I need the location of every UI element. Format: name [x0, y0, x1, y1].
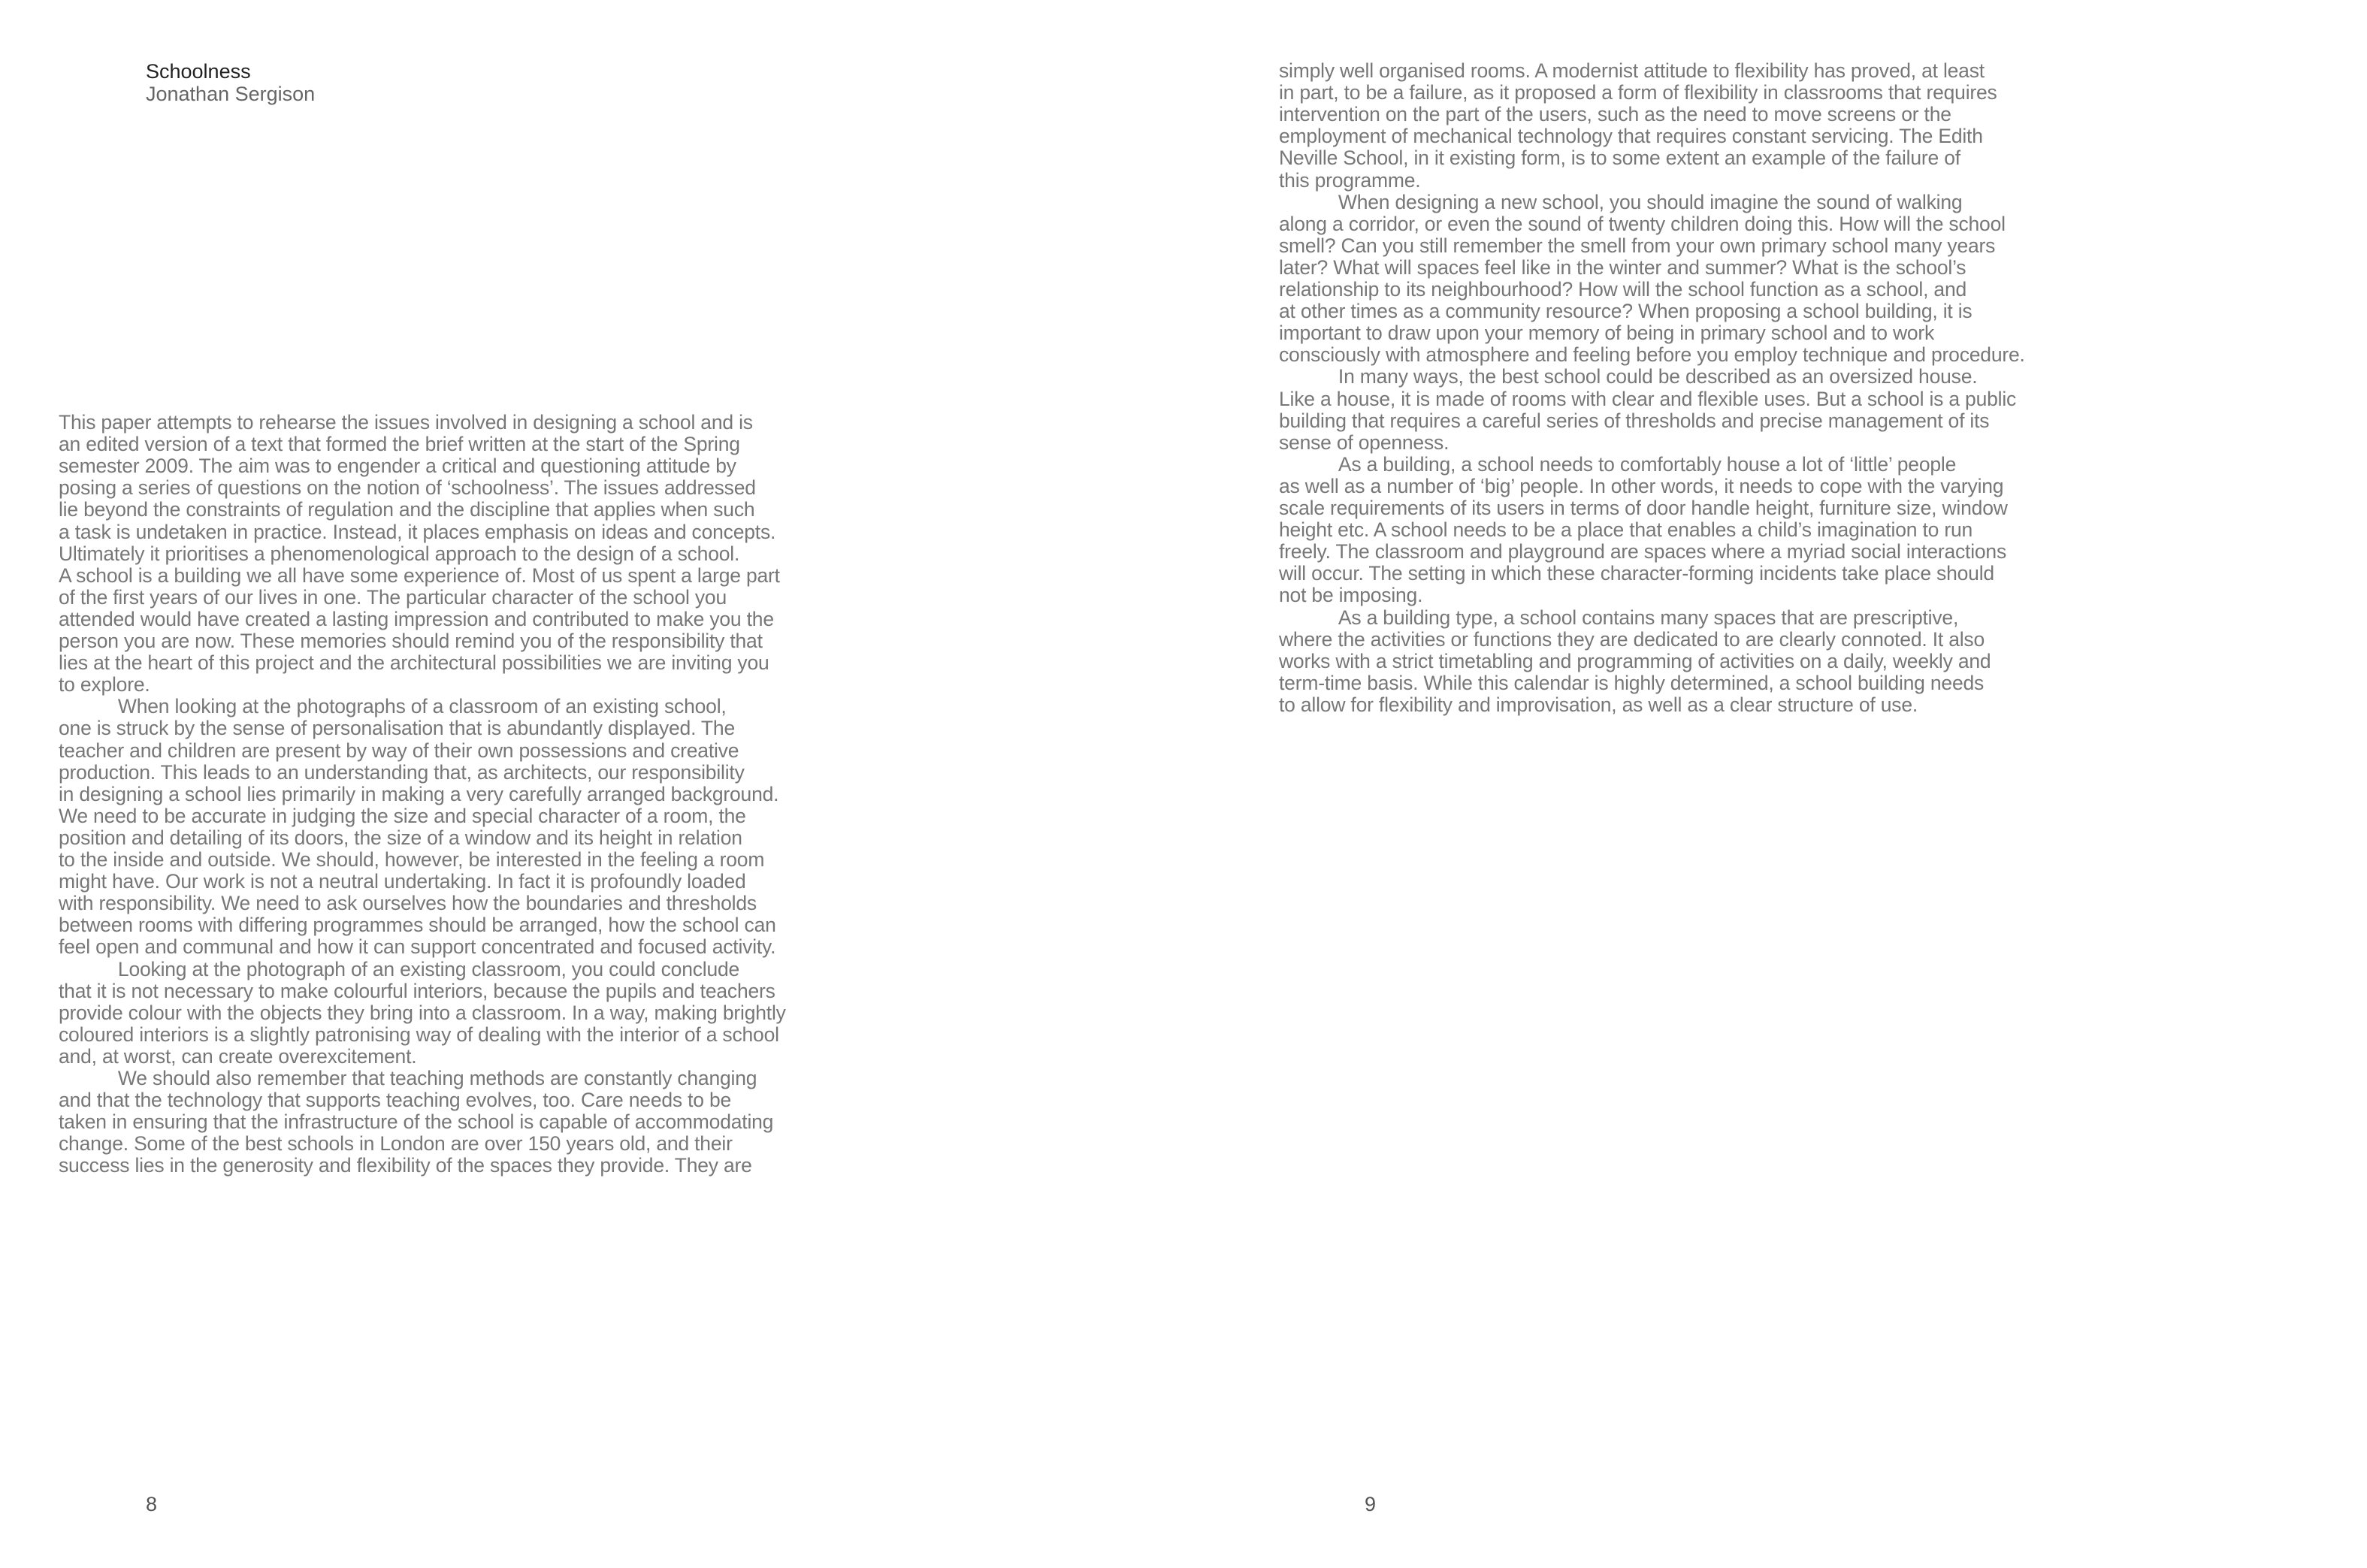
text-line: We should also remember that teaching methods are constantly changing [59, 1067, 757, 1089]
text-line: posing a series of questions on the notion of ‘schoolness’. The issues addressed [59, 476, 756, 500]
text-line: change. Some of the best schools in London are over 150 years old, and their [59, 1132, 733, 1156]
text-line: between rooms with differing programmes should be arranged, how the school can [59, 914, 776, 937]
text-line: Ultimately it prioritises a phenomenological approach to the design of a school. [59, 542, 740, 565]
text-line: feel open and communal and how it can support concentrated and focused activity. [59, 935, 776, 959]
text-line: and, at worst, can create overexcitement. [59, 1044, 417, 1068]
text-line: important to draw upon your memory of being in primary school and to work [1279, 322, 1935, 345]
text-line: sense of openness. [1279, 431, 1450, 454]
text-line: will occur. The setting in which these character-forming incidents take place should [1279, 562, 1994, 585]
text-line: taken in ensuring that the infrastructure of the school is capable of accommodating [59, 1110, 774, 1134]
text-line: where the activities or functions they are dedicated to are clearly connoted. It also [1279, 627, 1985, 651]
text-line: smell? Can you still remember the smell from your own primary school many years [1279, 234, 1996, 257]
text-line: this programme. [1279, 168, 1421, 192]
text-line: that it is not necessary to make colourful interiors, because the pupils and teachers [59, 979, 775, 1002]
text-line: of the first years of our lives in one. The particular character of the school you [59, 585, 727, 609]
text-line: When looking at the photographs of a classroom of an existing school, [59, 695, 727, 718]
article-title: Schoolness [146, 60, 251, 83]
text-line: freely. The classroom and playground are spaces where a myriad social interactions [1279, 540, 2007, 563]
text-line: at other times as a community resource? When proposing a school building, it is [1279, 300, 1972, 323]
text-line: lies at the heart of this project and the architectural possibilities we are inviting you [59, 651, 769, 675]
text-line: building that requires a careful series of thresholds and precise management of its [1279, 409, 1990, 432]
text-line: relationship to its neighbourhood? How will the school function as a school, and [1279, 278, 1967, 301]
text-line: later? What will spaces feel like in the winter and summer? What is the school’s [1279, 255, 1966, 279]
text-line: As a building type, a school contains many spaces that are prescriptive, [1279, 606, 1959, 629]
text-line: As a building, a school needs to comfortably house a lot of ‘little’ people [1279, 452, 1957, 476]
text-line: height etc. A school needs to be a place that enables a child’s imagination to run [1279, 518, 1973, 542]
right-page [1184, 0, 2367, 1568]
text-line: in designing a school lies primarily in making a very carefully arranged background. [59, 782, 779, 805]
text-line: teacher and children are present by way of their own possessions and creative [59, 739, 739, 762]
text-line: consciously with atmosphere and feeling before you employ technique and procedure. [1279, 343, 2025, 367]
text-line: a task is undetaken in practice. Instead, it places emphasis on ideas and concepts. [59, 520, 776, 543]
text-line: We need to be accurate in judging the size and special character of a room, the [59, 804, 746, 827]
text-line: production. This leads to an understanding that, as architects, our responsibility [59, 760, 745, 784]
text-line: provide colour with the objects they bring into a classroom. In a way, making brightly [59, 1001, 786, 1024]
text-line: intervention on the part of the users, such as the need to move screens or the [1279, 103, 1951, 126]
text-line: works with a strict timetabling and programming of activities on a daily, weekly and [1279, 649, 1991, 672]
text-line: might have. Our work is not a neutral undertaking. In fact it is profoundly loaded [59, 870, 746, 893]
text-line: Neville School, in it existing form, is to some extent an example of the failure of [1279, 147, 1960, 170]
text-line: an edited version of a text that formed the brief written at the start of the Spring [59, 433, 740, 456]
text-line: not be imposing. [1279, 584, 1423, 607]
text-line: to the inside and outside. We should, however, be interested in the feeling a room [59, 848, 765, 871]
text-line: When designing a new school, you should imagine the sound of walking [1279, 190, 1963, 213]
text-line: attended would have created a lasting impression and contributed to make you the [59, 607, 774, 630]
text-line: to explore. [59, 673, 150, 696]
text-line: to allow for flexibility and improvisation, as well as a clear structure of use. [1279, 693, 1918, 716]
text-line: semester 2009. The aim was to engender a critical and questioning attitude by [59, 455, 736, 478]
page-number-right: 9 [1365, 1493, 1377, 1515]
text-line: as well as a number of ‘big’ people. In other words, it needs to cope with the varying [1279, 474, 2004, 497]
text-line: simply well organised rooms. A modernist attitude to flexibility has proved, at least [1279, 59, 1985, 82]
text-line: Looking at the photograph of an existing classroom, you could conclude [59, 957, 740, 980]
text-line: scale requirements of its users in terms of door handle height, furniture size, window [1279, 497, 2008, 519]
text-line: with responsibility. We need to ask ourselves how the boundaries and thresholds [59, 892, 757, 915]
text-line: A school is a building we all have some experience of. Most of us spent a large part [59, 563, 780, 587]
text-line: Like a house, it is made of rooms with clear and flexible uses. But a school is a public [1279, 387, 2017, 410]
text-line: in part, to be a failure, as it proposed a form of flexibility in classrooms that requires [1279, 81, 1997, 104]
text-line: In many ways, the best school could be described as an oversized house. [1279, 365, 1978, 388]
text-line: person you are now. These memories should remind you of the responsibility that [59, 630, 763, 652]
text-line: and that the technology that supports teaching evolves, too. Care needs to be [59, 1089, 732, 1112]
text-line: coloured interiors is a slightly patronising way of dealing with the interior of a school [59, 1023, 779, 1046]
text-line: lie beyond the constraints of regulation and the discipline that applies when such [59, 498, 755, 521]
text-line: along a corridor, or even the sound of twenty children doing this. How will the school [1279, 212, 2006, 235]
page-number-left: 8 [146, 1493, 158, 1515]
text-line: one is struck by the sense of personalisation that is abundantly displayed. The [59, 717, 735, 740]
text-line: position and detailing of its doors, the size of a window and its height in relation [59, 826, 742, 849]
text-line: employment of mechanical technology that requires constant servicing. The Edith [1279, 125, 1983, 148]
text-line: term-time basis. While this calendar is highly determined, a school building needs [1279, 671, 1985, 694]
text-line: This paper attempts to rehearse the issues involved in designing a school and is [59, 411, 753, 434]
text-line: success lies in the generosity and flexibility of the spaces they provide. They are [59, 1154, 752, 1177]
article-author: Jonathan Sergison [146, 83, 316, 105]
